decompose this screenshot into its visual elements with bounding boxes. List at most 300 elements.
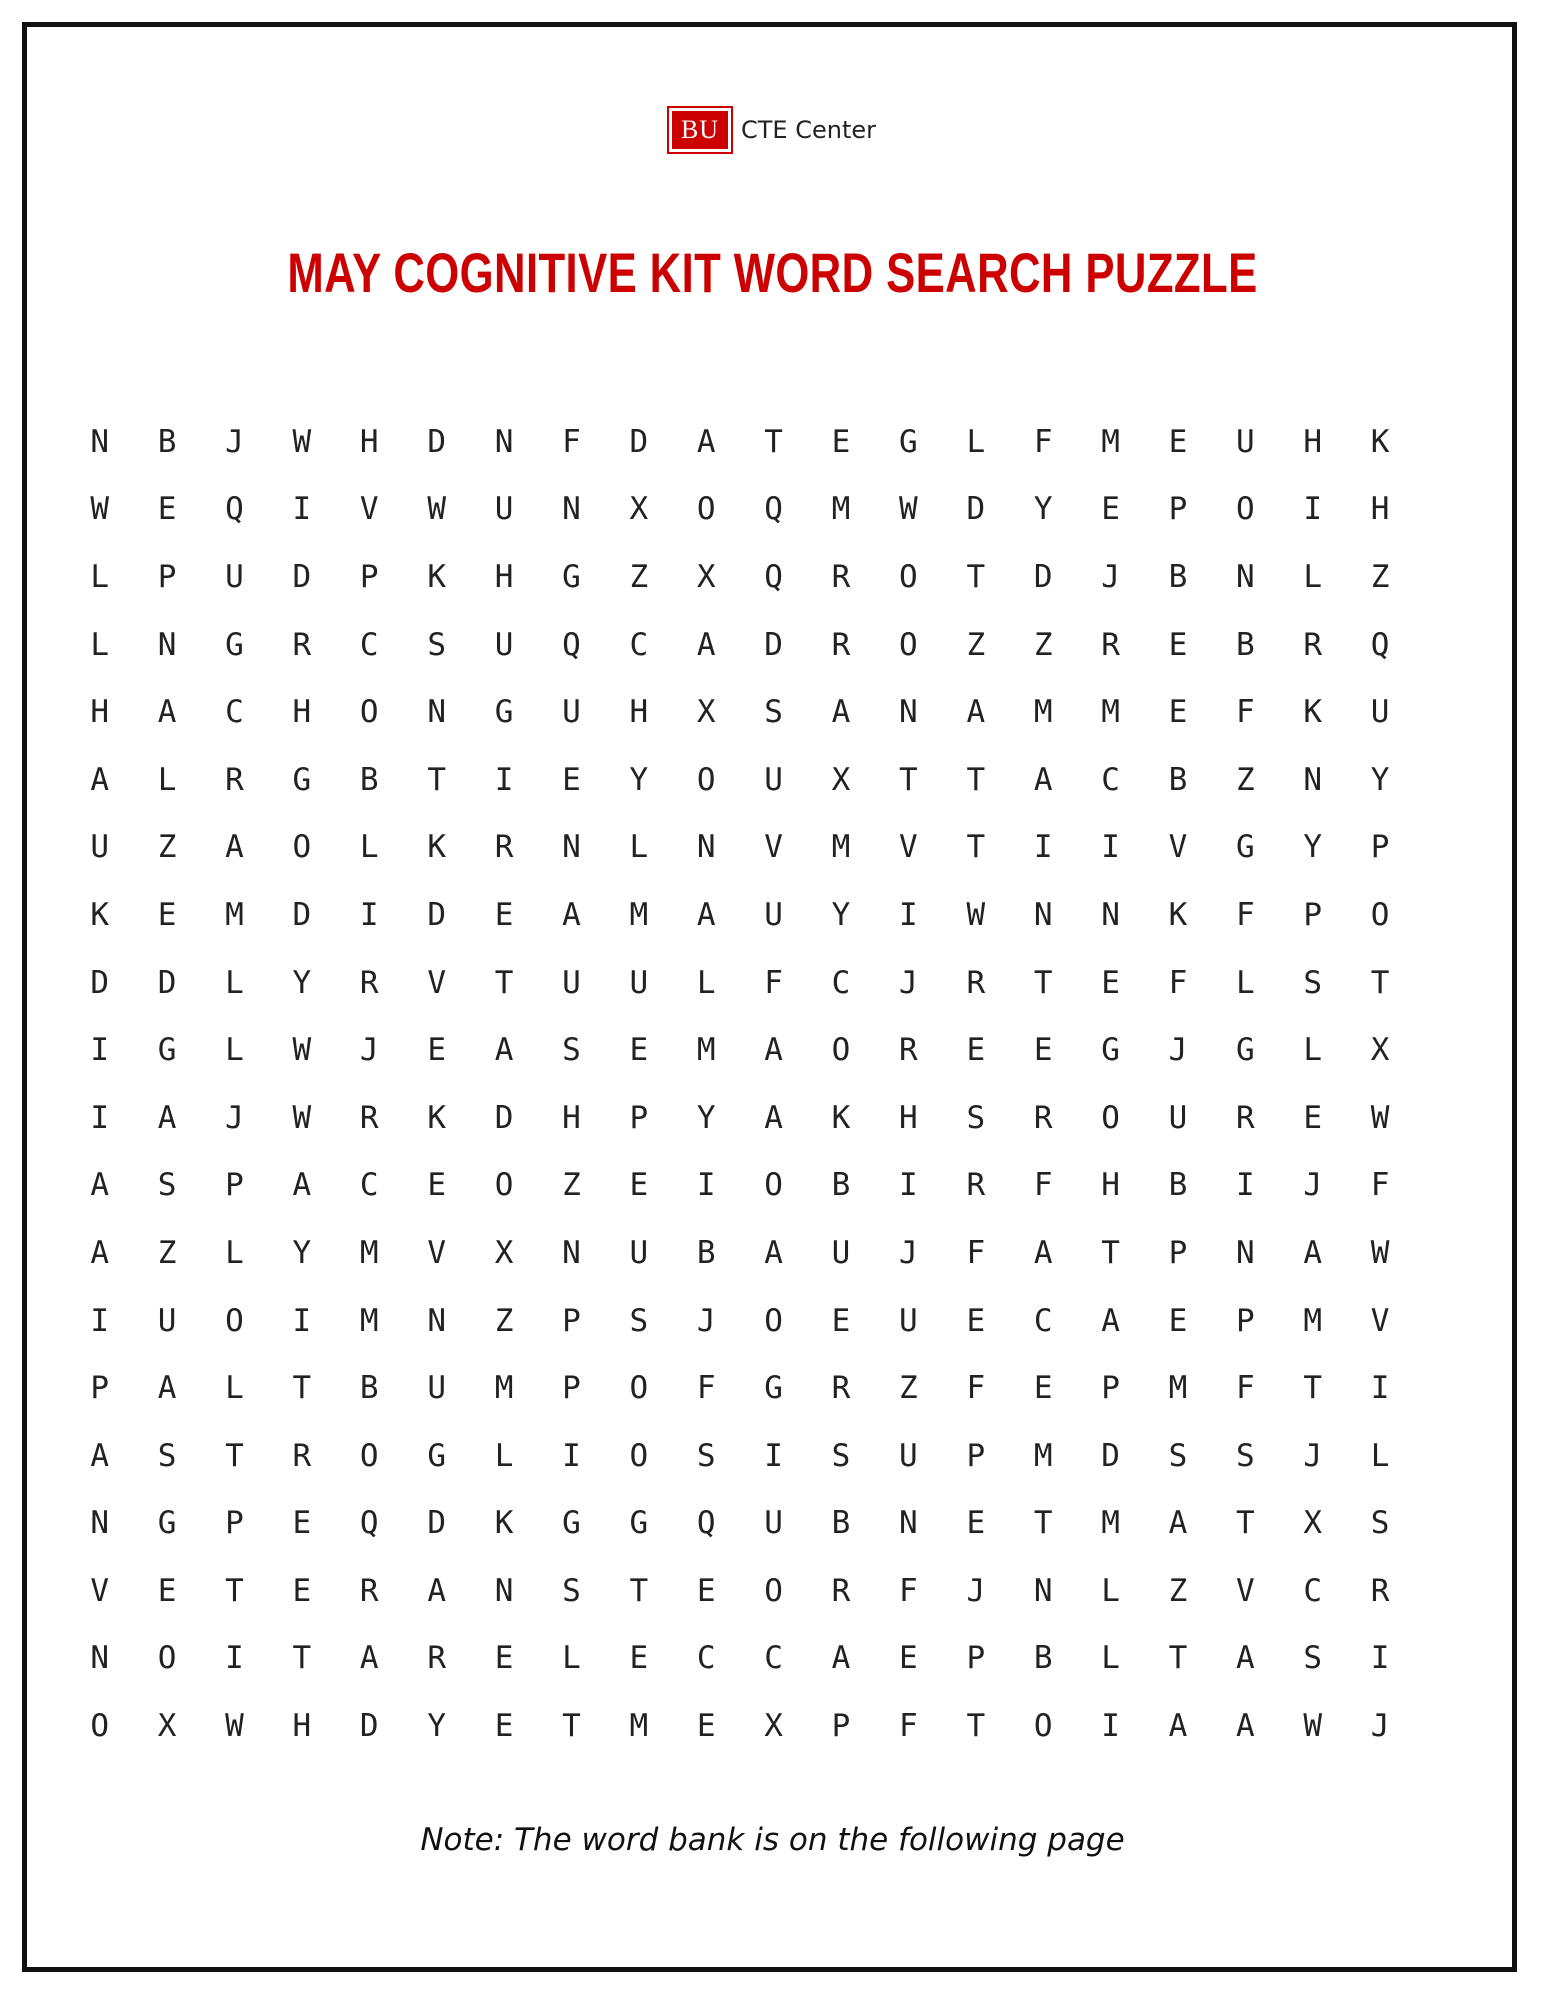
grid-letter: A [90, 1167, 110, 1204]
grid-letter: R [359, 1099, 379, 1136]
grid-letter: E [1168, 694, 1188, 731]
grid-letter: L [225, 1370, 244, 1407]
grid-letter: X [1303, 1505, 1323, 1542]
grid-letter: B [696, 1234, 716, 1271]
grid-letter: Z [157, 829, 177, 866]
grid-letter: A [764, 1234, 783, 1271]
grid-letter: O [1370, 896, 1390, 933]
grid-letter: K [427, 1099, 446, 1136]
grid-letter: M [359, 1302, 379, 1339]
grid-letter: A [1033, 761, 1053, 798]
grid-letter: C [1303, 1572, 1323, 1609]
grid-letter: A [427, 1572, 446, 1609]
grid-letter: C [359, 626, 379, 663]
grid-letter: K [1370, 423, 1390, 460]
grid-letter: U [899, 1302, 918, 1339]
grid-letter: P [629, 1099, 649, 1136]
grid-letter: A [225, 829, 244, 866]
grid-letter: L [1370, 1437, 1390, 1474]
grid-letter: P [966, 1437, 986, 1474]
grid-letter: A [764, 1032, 783, 1069]
grid-letter: E [629, 1167, 649, 1204]
grid-letter: N [899, 1505, 918, 1542]
grid-letter: W [90, 491, 110, 528]
grid-letter: E [696, 1572, 716, 1609]
grid-letter: F [1033, 423, 1053, 460]
grid-letter: M [1033, 694, 1053, 731]
grid-letter: E [427, 1032, 446, 1069]
grid-letter: M [1101, 694, 1120, 731]
grid-letter: Q [1370, 626, 1390, 663]
grid-letter: A [90, 1437, 110, 1474]
grid-letter: E [1101, 491, 1120, 528]
grid-letter: F [562, 423, 581, 460]
grid-letter: E [629, 1032, 649, 1069]
grid-letter: B [1033, 1640, 1053, 1677]
grid-letter: O [629, 1437, 649, 1474]
grid-letter: M [629, 896, 649, 933]
grid-letter: S [562, 1572, 581, 1609]
grid-letter: O [157, 1640, 177, 1677]
grid-letter: U [562, 964, 581, 1001]
grid-letter: U [899, 1437, 918, 1474]
grid-letter: W [1303, 1708, 1323, 1745]
grid-letter: S [157, 1167, 177, 1204]
grid-letter: I [90, 1032, 110, 1069]
grid-letter: K [831, 1099, 851, 1136]
grid-letter: S [831, 1437, 851, 1474]
grid-letter: Q [696, 1505, 716, 1542]
grid-letter: R [899, 1032, 918, 1069]
grid-letter: O [1236, 491, 1255, 528]
grid-letter: A [359, 1640, 379, 1677]
grid-letter: E [966, 1032, 986, 1069]
grid-letter: A [157, 1370, 177, 1407]
grid-letter: E [494, 1708, 514, 1745]
grid-letter: L [1236, 964, 1255, 1001]
grid-letter: U [427, 1370, 446, 1407]
grid-letter: O [1101, 1099, 1120, 1136]
grid-letter: O [629, 1370, 649, 1407]
grid-letter: E [629, 1640, 649, 1677]
grid-letter: F [1236, 1370, 1255, 1407]
grid-letter: B [359, 1370, 379, 1407]
grid-letter: C [1101, 761, 1120, 798]
grid-letter: I [1370, 1370, 1390, 1407]
grid-letter: U [225, 558, 244, 595]
grid-letter: I [696, 1167, 716, 1204]
grid-letter: G [292, 761, 312, 798]
grid-letter: L [1101, 1640, 1120, 1677]
grid-letter: D [292, 896, 312, 933]
grid-letter: V [427, 1234, 446, 1271]
grid-letter: T [1033, 964, 1053, 1001]
grid-letter: Y [427, 1708, 446, 1745]
grid-letter: X [629, 491, 649, 528]
grid-letter: A [157, 1099, 177, 1136]
grid-letter: R [1236, 1099, 1255, 1136]
grid-letter: D [427, 1505, 446, 1542]
grid-letter: T [292, 1370, 312, 1407]
grid-letter: I [1303, 491, 1323, 528]
grid-letter: F [1370, 1167, 1390, 1204]
grid-letter: P [1236, 1302, 1255, 1339]
grid-letter: W [292, 423, 312, 460]
grid-letter: Q [764, 491, 783, 528]
grid-letter: A [1303, 1234, 1323, 1271]
grid-letter: I [292, 1302, 312, 1339]
grid-letter: O [764, 1167, 783, 1204]
grid-letter: D [359, 1708, 379, 1745]
grid-letter: T [1303, 1370, 1323, 1407]
grid-letter: N [899, 694, 918, 731]
grid-letter: E [899, 1640, 918, 1677]
grid-letter: N [562, 829, 581, 866]
grid-letter: E [1033, 1032, 1053, 1069]
grid-letter: R [359, 964, 379, 1001]
grid-letter: C [629, 626, 649, 663]
grid-letter: L [225, 1032, 244, 1069]
grid-letter: U [831, 1234, 851, 1271]
grid-letter: U [1168, 1099, 1188, 1136]
grid-letter: E [494, 896, 514, 933]
grid-letter: A [696, 896, 716, 933]
grid-letter: B [1168, 1167, 1188, 1204]
grid-letter: Y [1033, 491, 1053, 528]
grid-letter: S [427, 626, 446, 663]
grid-letter: S [1236, 1437, 1255, 1474]
grid-letter: Q [562, 626, 581, 663]
grid-letter: V [90, 1572, 110, 1609]
grid-letter: R [292, 626, 312, 663]
grid-letter: H [899, 1099, 918, 1136]
grid-letter: G [629, 1505, 649, 1542]
grid-letter: T [966, 558, 986, 595]
grid-letter: C [764, 1640, 783, 1677]
grid-letter: Z [494, 1302, 514, 1339]
grid-letter: S [696, 1437, 716, 1474]
grid-letter: O [696, 491, 716, 528]
grid-letter: Y [629, 761, 649, 798]
grid-letter: S [764, 694, 783, 731]
grid-letter: D [1101, 1437, 1120, 1474]
grid-letter: E [427, 1167, 446, 1204]
grid-letter: I [562, 1437, 581, 1474]
grid-letter: H [292, 694, 312, 731]
grid-letter: L [629, 829, 649, 866]
grid-letter: E [1168, 1302, 1188, 1339]
grid-letter: N [696, 829, 716, 866]
grid-letter: N [1033, 896, 1053, 933]
grid-letter: R [1370, 1572, 1390, 1609]
grid-letter: U [494, 491, 514, 528]
grid-letter: G [427, 1437, 446, 1474]
grid-letter: S [1303, 1640, 1323, 1677]
grid-letter: H [1370, 491, 1390, 528]
grid-letter: R [1101, 626, 1120, 663]
grid-letter: Y [696, 1099, 716, 1136]
grid-letter: H [292, 1708, 312, 1745]
grid-letter: L [494, 1437, 514, 1474]
grid-letter: I [764, 1437, 783, 1474]
grid-letter: Z [562, 1167, 581, 1204]
grid-letter: O [764, 1302, 783, 1339]
grid-letter: J [899, 1234, 918, 1271]
grid-letter: K [1168, 896, 1188, 933]
grid-letter: D [966, 491, 986, 528]
grid-letter: R [831, 1572, 851, 1609]
grid-letter: F [696, 1370, 716, 1407]
grid-letter: I [1101, 1708, 1120, 1745]
grid-letter: W [899, 491, 918, 528]
grid-letter: L [696, 964, 716, 1001]
grid-letter: V [359, 491, 379, 528]
grid-letter: U [629, 964, 649, 1001]
grid-letter: G [1101, 1032, 1120, 1069]
grid-letter: U [1236, 423, 1255, 460]
grid-letter: O [899, 626, 918, 663]
grid-letter: P [1168, 1234, 1188, 1271]
grid-letter: A [157, 694, 177, 731]
grid-letter: T [966, 829, 986, 866]
grid-letter: J [1168, 1032, 1188, 1069]
grid-letter: N [90, 1505, 110, 1542]
grid-letter: K [427, 558, 446, 595]
grid-letter: E [1101, 964, 1120, 1001]
grid-letter: I [292, 491, 312, 528]
grid-letter: H [494, 558, 514, 595]
grid-letter: F [899, 1708, 918, 1745]
grid-letter: O [696, 761, 716, 798]
grid-letter: V [1168, 829, 1188, 866]
grid-letter: T [427, 761, 446, 798]
grid-letter: G [1236, 1032, 1255, 1069]
grid-letter: R [1303, 626, 1323, 663]
grid-letter: P [831, 1708, 851, 1745]
grid-letter: L [1101, 1572, 1120, 1609]
grid-letter: M [359, 1234, 379, 1271]
grid-letter: A [831, 694, 851, 731]
grid-letter: D [292, 558, 312, 595]
grid-letter: A [764, 1099, 783, 1136]
grid-letter: T [629, 1572, 649, 1609]
grid-letter: J [899, 964, 918, 1001]
grid-letter: T [899, 761, 918, 798]
grid-letter: O [764, 1572, 783, 1609]
grid-letter: N [562, 1234, 581, 1271]
grid-letter: A [1168, 1708, 1188, 1745]
grid-letter: U [90, 829, 110, 866]
grid-letter: S [629, 1302, 649, 1339]
grid-letter: H [1101, 1167, 1120, 1204]
grid-letter: O [359, 694, 379, 731]
grid-letter: I [90, 1099, 110, 1136]
grid-letter: S [1370, 1505, 1390, 1542]
grid-letter: G [562, 558, 581, 595]
grid-letter: R [225, 761, 244, 798]
grid-letter: E [966, 1505, 986, 1542]
grid-letter: B [1236, 626, 1255, 663]
grid-letter: E [696, 1708, 716, 1745]
grid-letter: M [1101, 1505, 1120, 1542]
grid-letter: W [427, 491, 446, 528]
grid-letter: Q [225, 491, 244, 528]
grid-letter: L [966, 423, 986, 460]
grid-letter: E [562, 761, 581, 798]
grid-letter: E [966, 1302, 986, 1339]
grid-letter: G [157, 1032, 177, 1069]
grid-letter: N [1033, 1572, 1053, 1609]
grid-letter: T [966, 1708, 986, 1745]
grid-letter: U [629, 1234, 649, 1271]
grid-letter: M [225, 896, 244, 933]
grid-letter: A [831, 1640, 851, 1677]
grid-letter: A [292, 1167, 312, 1204]
grid-letter: L [1303, 1032, 1323, 1069]
grid-letter: D [1033, 558, 1053, 595]
grid-letter: A [90, 1234, 110, 1271]
grid-letter: I [494, 761, 514, 798]
grid-letter: N [427, 694, 446, 731]
grid-letter: I [225, 1640, 244, 1677]
grid-letter: U [764, 761, 783, 798]
grid-letter: A [1236, 1708, 1255, 1745]
grid-letter: S [1168, 1437, 1188, 1474]
grid-letter: E [831, 423, 851, 460]
grid-letter: O [831, 1032, 851, 1069]
grid-letter: G [225, 626, 244, 663]
grid-letter: O [359, 1437, 379, 1474]
grid-letter: E [157, 491, 177, 528]
grid-letter: J [1370, 1708, 1390, 1745]
grid-letter: Z [1236, 761, 1255, 798]
grid-letter: E [292, 1572, 312, 1609]
grid-letter: A [1236, 1640, 1255, 1677]
grid-letter: D [90, 964, 110, 1001]
grid-letter: R [966, 964, 986, 1001]
grid-letter: B [1168, 558, 1188, 595]
grid-letter: G [764, 1370, 783, 1407]
grid-letter: I [1236, 1167, 1255, 1204]
grid-letter: P [157, 558, 177, 595]
grid-letter: X [831, 761, 851, 798]
grid-letter: L [562, 1640, 581, 1677]
grid-letter: I [359, 896, 379, 933]
grid-letter: F [1236, 694, 1255, 731]
grid-letter: V [1236, 1572, 1255, 1609]
grid-letter: N [1236, 1234, 1255, 1271]
grid-letter: B [359, 761, 379, 798]
grid-letter: I [90, 1302, 110, 1339]
grid-letter: F [764, 964, 783, 1001]
grid-letter: W [225, 1708, 244, 1745]
grid-letter: D [427, 896, 446, 933]
grid-letter: E [1303, 1099, 1323, 1136]
grid-letter: M [1101, 423, 1120, 460]
word-search-grid [82, 408, 1430, 1760]
grid-letter: R [831, 1370, 851, 1407]
grid-letter: F [1033, 1167, 1053, 1204]
grid-letter: Y [1370, 761, 1390, 798]
grid-letter: P [90, 1370, 110, 1407]
grid-letter: U [494, 626, 514, 663]
grid-letter: W [1370, 1099, 1390, 1136]
grid-letter: T [1370, 964, 1390, 1001]
grid-letter: V [899, 829, 918, 866]
grid-letter: V [427, 964, 446, 1001]
grid-letter: E [157, 1572, 177, 1609]
grid-letter: G [157, 1505, 177, 1542]
grid-letter: T [764, 423, 783, 460]
word-bank-note: Note: The word bank is on the following page [420, 1822, 1125, 1858]
grid-letter: J [696, 1302, 716, 1339]
grid-letter: L [1303, 558, 1323, 595]
grid-letter: J [225, 423, 244, 460]
grid-letter: R [831, 558, 851, 595]
grid-letter: A [1168, 1505, 1188, 1542]
grid-letter: X [764, 1708, 783, 1745]
grid-letter: M [1033, 1437, 1053, 1474]
grid-letter: N [562, 491, 581, 528]
grid-letter: C [696, 1640, 716, 1677]
grid-letter: M [696, 1032, 716, 1069]
grid-letter: E [1033, 1370, 1053, 1407]
grid-letter: M [629, 1708, 649, 1745]
grid-letter: Q [764, 558, 783, 595]
grid-letter: Y [1303, 829, 1323, 866]
grid-letter: P [1370, 829, 1390, 866]
grid-letter: F [899, 1572, 918, 1609]
grid-letter: E [1168, 423, 1188, 460]
grid-letter: N [494, 1572, 514, 1609]
grid-letter: Q [359, 1505, 379, 1542]
grid-letter: Z [899, 1370, 918, 1407]
grid-letter: C [831, 964, 851, 1001]
grid-letter: A [90, 761, 110, 798]
grid-letter: Z [629, 558, 649, 595]
grid-letter: C [359, 1167, 379, 1204]
grid-letter: T [225, 1437, 244, 1474]
grid-letter: I [1101, 829, 1120, 866]
grid-letter: X [696, 694, 716, 731]
grid-letter: F [966, 1370, 986, 1407]
grid-letter: T [1033, 1505, 1053, 1542]
grid-letter: A [696, 626, 716, 663]
grid-letter: O [292, 829, 312, 866]
grid-letter: J [1303, 1437, 1323, 1474]
grid-letter: P [562, 1302, 581, 1339]
grid-letter: R [494, 829, 514, 866]
grid-letter: R [831, 626, 851, 663]
grid-letter: A [562, 896, 581, 933]
grid-letter: U [764, 896, 783, 933]
grid-letter: H [90, 694, 110, 731]
grid-letter: I [1370, 1640, 1390, 1677]
grid-letter: G [1236, 829, 1255, 866]
bu-cte-center-logo [0, 108, 1545, 152]
grid-letter: E [292, 1505, 312, 1542]
grid-letter: C [225, 694, 244, 731]
grid-letter: O [494, 1167, 514, 1204]
grid-letter: T [562, 1708, 581, 1745]
grid-letter: P [225, 1505, 244, 1542]
logo-text: CTE Center [741, 116, 876, 144]
grid-letter: C [1033, 1302, 1053, 1339]
grid-letter: I [899, 896, 918, 933]
grid-letter: N [90, 423, 110, 460]
grid-letter: D [427, 423, 446, 460]
grid-letter: K [90, 896, 110, 933]
